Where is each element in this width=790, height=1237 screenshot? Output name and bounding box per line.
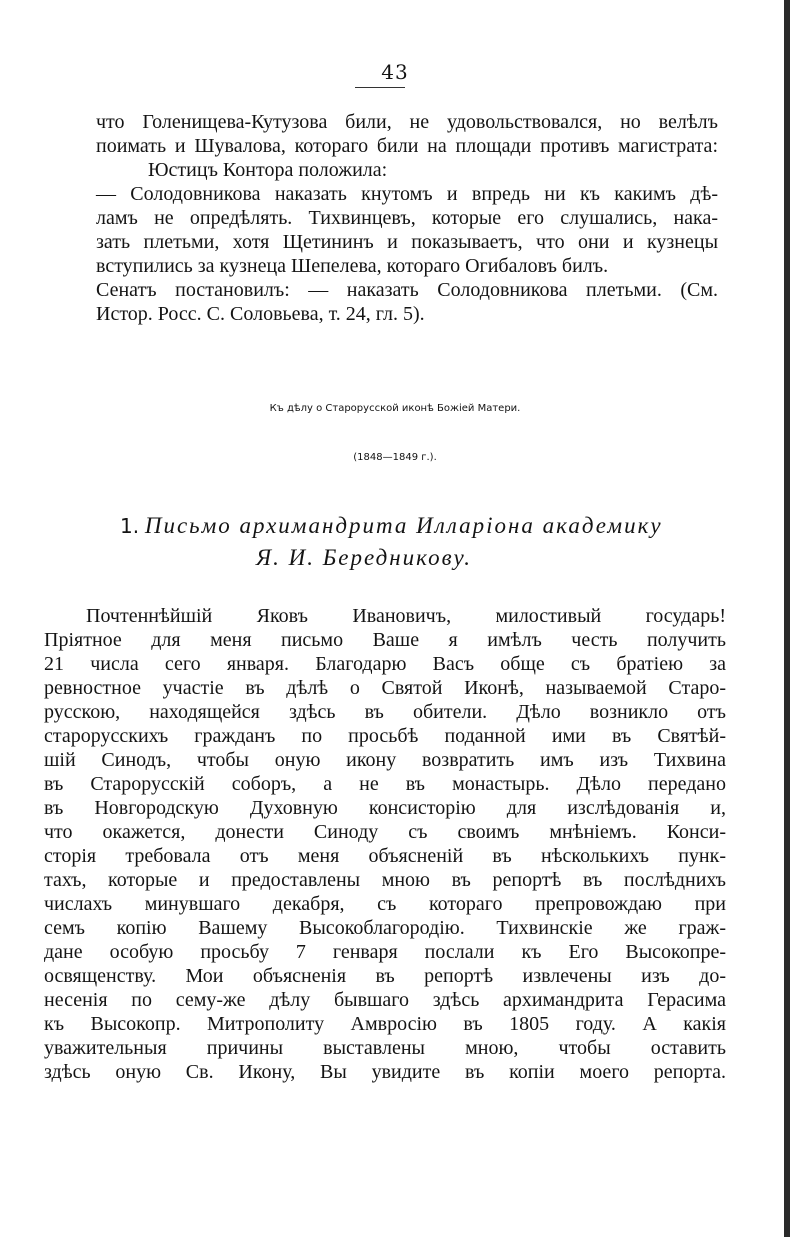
text-line: ламъ не опредѣлять. Тихвинцевъ, которые его слушались, нака- <box>96 207 718 229</box>
text-line: числахъ минувшаго декабря, съ котораго препровождаю при <box>44 893 726 915</box>
text-line: сторія требовала отъ меня объясненій въ нѣсколькихъ пунк- <box>44 845 726 867</box>
text-line: Истор. Росс. С. Соловьева, т. 24, гл. 5). <box>96 303 425 325</box>
section-title: Къ дѣлу о Старорусской иконѣ Божіей Матери. <box>269 403 521 414</box>
page-number-rule <box>355 87 405 88</box>
text-line: ревностное участіе въ дѣлѣ о Святой Иконѣ, называемой Старо- <box>44 677 726 699</box>
text-line: 21 числа сего января. Благодарю Васъ обще съ братіею за <box>44 653 726 675</box>
letter-title-line2: Я. И. Бередникову. <box>256 545 473 570</box>
letter-title-text: Письмо архимандрита Илларіона академику <box>144 513 663 538</box>
text-line: къ Высокопр. Митрополиту Амвросію въ 1805 году. А какія <box>44 1013 726 1035</box>
letter-number: 1. <box>120 514 140 538</box>
text-line: тахъ, которые и предоставлены мною въ репортѣ въ послѣднихъ <box>44 869 726 891</box>
section-years: (1848—1849 г.). <box>353 452 437 463</box>
text-line: Сенатъ постановилъ: — наказать Солодовникова плетьми. (См. <box>96 279 718 301</box>
text-line: вступились за кузнеца Шепелева, котораго Огибаловъ билъ. <box>96 255 609 277</box>
text-line: несенія по сему-же дѣлу бывшаго здѣсь архимандрита Герасима <box>44 989 726 1011</box>
text-line: зать плетьми, хотя Щетининъ и показываетъ, что они и кузнецы <box>96 231 718 253</box>
text-line: Почтеннѣйшій Яковъ Ивановичъ, милостивый государь! <box>86 605 726 627</box>
page-number: 43 <box>381 60 409 84</box>
text-line: шій Синодъ, чтобы оную икону возвратить имъ изъ Тихвина <box>44 749 726 771</box>
page-edge <box>784 0 790 1237</box>
text-line: старорусскихъ гражданъ по просьбѣ поданной ими въ Святѣй- <box>44 725 726 747</box>
text-line: освященству. Мои объясненія въ репортѣ извлечены изъ до- <box>44 965 726 987</box>
text-line: русскою, находящейся здѣсь въ обители. Дѣло возникло отъ <box>44 701 726 723</box>
text-line: что окажется, донести Синоду съ своимъ мнѣніемъ. Конси- <box>44 821 726 843</box>
text-line: въ Новгородскую Духовную консисторію для изслѣдованія и, <box>44 797 726 819</box>
text-line: — Солодовникова наказать кнутомъ и впредь ни къ какимъ дѣ- <box>96 183 718 205</box>
text-line: дане особую просьбу 7 генваря послали къ Его Высокопре- <box>44 941 726 963</box>
text-line: здѣсь оную Св. Икону, Вы увидите въ копіи моего репорта. <box>44 1061 726 1083</box>
letter-title-line1 <box>120 512 663 540</box>
text-line: Юстицъ Контора положила: <box>148 159 388 181</box>
text-line: семъ копію Вашему Высокоблагородію. Тихвинскіе же граж- <box>44 917 726 939</box>
text-line: въ Старорусскій соборъ, а не въ монастырь. Дѣло передано <box>44 773 726 795</box>
text-line: что Голенищева-Кутузова били, не удовольствовался, но велѣлъ <box>96 111 718 133</box>
text-line: уважительныя причины выставлены мною, чтобы оставить <box>44 1037 726 1059</box>
text-line: Пріятное для меня письмо Ваше я имѣлъ честь получить <box>44 629 726 651</box>
text-line: поимать и Шувалова, котораго били на площади противъ магистрата: <box>96 135 718 157</box>
